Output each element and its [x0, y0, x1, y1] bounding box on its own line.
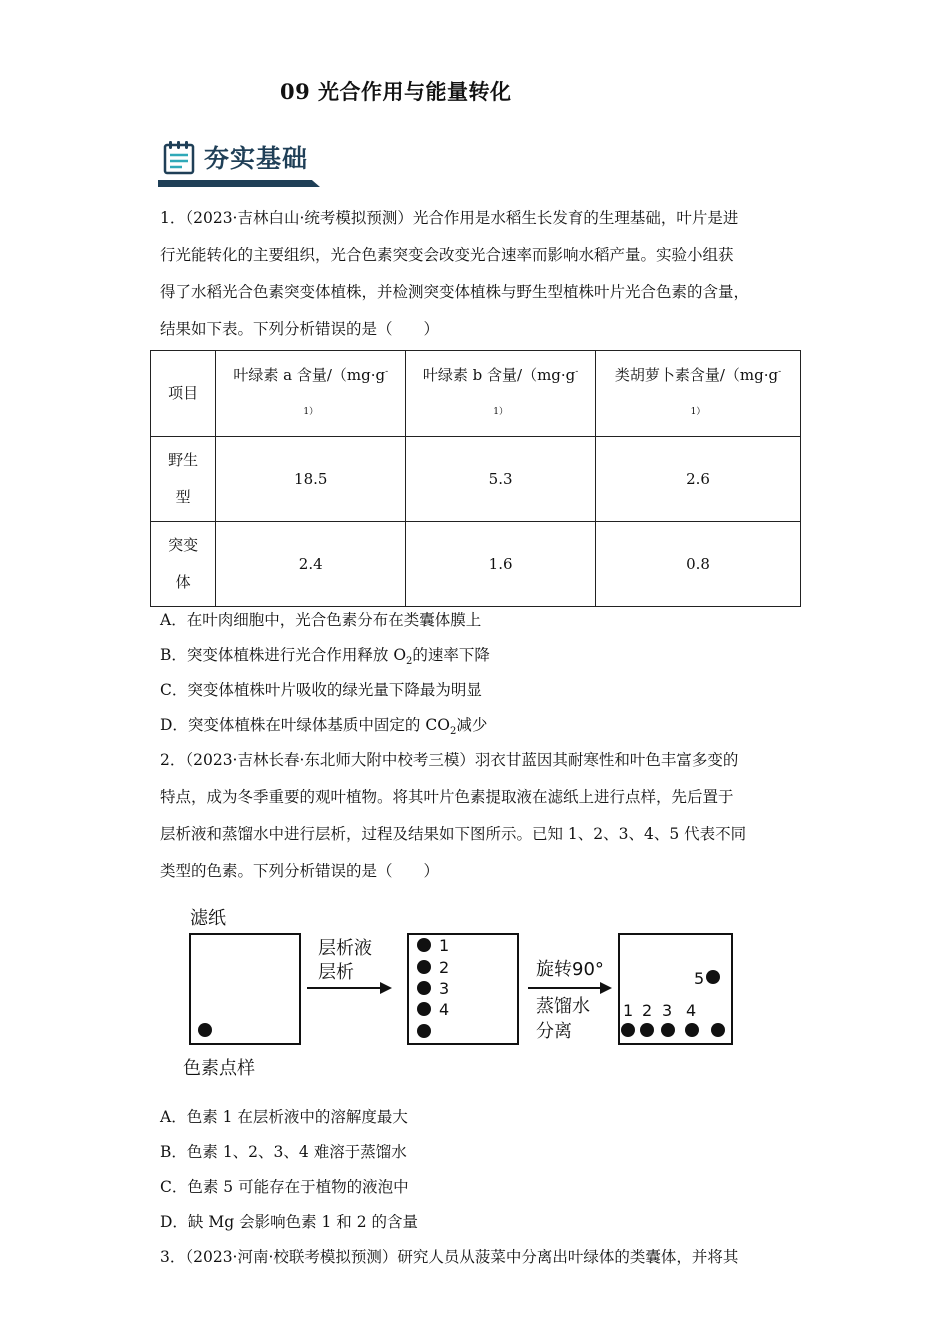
- arrow-head-1: [380, 982, 392, 994]
- q2-option-c[interactable]: C．色素 5 可能存在于植物的液泡中: [160, 1178, 409, 1196]
- table-cell: 2.4: [216, 522, 406, 607]
- q1-stem-line: 结果如下表。下列分析错误的是（ ）: [160, 320, 440, 338]
- row-label: 野生 型: [151, 437, 216, 522]
- header-tail: 1）: [493, 406, 508, 417]
- arrow2-text-3: 分离: [536, 1021, 572, 1042]
- chromatography-figure: [180, 898, 740, 1084]
- q1-stem-line: 1．（2023·吉林白山·统考模拟预测）光合作用是水稻生长发育的生理基础，叶片是进: [160, 209, 739, 227]
- pigment-dot-5: [417, 1024, 431, 1038]
- table-cell: 1.6: [406, 522, 596, 607]
- pigment-dot-bottom: [661, 1023, 675, 1037]
- arrow2-text-1: 旋转90°: [536, 959, 604, 980]
- header-cell: [596, 351, 801, 437]
- dot-label: 4: [439, 1000, 450, 1019]
- q2-option-b[interactable]: B．色素 1、2、3、4 难溶于蒸馏水: [160, 1143, 407, 1161]
- table-cell: 0.8: [596, 522, 801, 607]
- row-label: 突变 体: [151, 522, 216, 607]
- table-cell: 5.3: [406, 437, 596, 522]
- dot-label: 5: [694, 969, 705, 988]
- section-underline: [158, 180, 320, 187]
- q2-option-d[interactable]: D．缺 Mg 会影响色素 1 和 2 的含量: [160, 1213, 419, 1231]
- pigment-dot-bottom: [685, 1023, 699, 1037]
- document-title: 09 光合作用与能量转化: [280, 79, 512, 104]
- dot-label: 2: [642, 1001, 653, 1020]
- table-row: [151, 437, 801, 522]
- q1-option-b[interactable]: B．突变体植株进行光合作用释放 $O_2$的速率下降: [160, 646, 490, 668]
- pigment-dot-1: [417, 938, 431, 952]
- arrow1-text-2: 层析: [318, 962, 354, 983]
- dot-label: 3: [439, 979, 450, 998]
- header-sup: -: [385, 366, 389, 377]
- pigment-dot-2: [417, 960, 431, 974]
- q2-stem: [160, 742, 790, 890]
- q2-stem-line: 层析液和蒸馏水中进行层析，过程及结果如下图所示。已知 1、2、3、4、5 代表不同: [160, 825, 747, 843]
- table-header-row: [151, 351, 801, 437]
- q3-stem: 3．（2023·河南·校联考模拟预测）研究人员从菠菜中分离出叶绿体的类囊体，并将其: [160, 1248, 739, 1266]
- q1-stem-line: 行光能转化的主要组织，光合色素突变会改变光合速率而影响水稻产量。实验小组获: [160, 246, 734, 264]
- dot-label: 1: [439, 936, 450, 955]
- header-cell: 项目: [151, 351, 216, 437]
- q1-stem: [160, 200, 790, 348]
- pigment-dot-bottom: [621, 1023, 635, 1037]
- header-text: 叶绿素 b 含量/（mg·g: [422, 365, 576, 384]
- label-sample: 色素点样: [183, 1058, 255, 1079]
- header-sup: -: [778, 366, 782, 377]
- pigment-dot-4: [417, 1002, 431, 1016]
- section-title: 夯实基础: [204, 144, 309, 173]
- pigment-dot-3: [417, 981, 431, 995]
- dot-label: 2: [439, 958, 450, 977]
- header-cell: [406, 351, 596, 437]
- q2-stem-line: 类型的色素。下列分析错误的是（ ）: [160, 862, 440, 880]
- sample-dot: [198, 1023, 212, 1037]
- header-text: 叶绿素 a 含量/（mg·g: [233, 365, 386, 384]
- table-cell: 2.6: [596, 437, 801, 522]
- arrow2-text-2: 蒸馏水: [536, 996, 590, 1017]
- arrow1-text-1: 层析液: [318, 938, 372, 959]
- q2-stem-line: 2．（2023·吉林长春·东北师大附中校考三模）羽衣甘蓝因其耐寒性和叶色丰富多变的: [160, 751, 739, 769]
- q1-option-c[interactable]: C．突变体植株叶片吸收的绿光量下降最为明显: [160, 681, 482, 699]
- notebook-icon: [162, 140, 198, 176]
- q2-stem-line: 特点，成为冬季重要的观叶植物。将其叶片色素提取液在滤纸上进行点样，先后置于: [160, 788, 734, 806]
- table-row: [151, 522, 801, 607]
- header-tail: 1）: [303, 406, 319, 417]
- dot-label: 4: [686, 1001, 697, 1020]
- dot-label: 3: [662, 1001, 673, 1020]
- pigment-dot-top: [706, 970, 720, 984]
- pigment-dot-bottom: [711, 1023, 725, 1037]
- dot-label: 1: [623, 1001, 634, 1020]
- header-tail: 1）: [690, 406, 706, 417]
- header-cell: [216, 351, 406, 437]
- table-cell: 18.5: [216, 437, 406, 522]
- pigment-dot-bottom: [640, 1023, 654, 1037]
- header-text: 类胡萝卜素含量/（mg·g: [614, 365, 779, 384]
- arrow-head-2: [600, 982, 612, 994]
- q1-option-d[interactable]: D．突变体植株在叶绿体基质中固定的 $CO_2$减少: [160, 716, 488, 738]
- section-header: [158, 136, 324, 188]
- label-filter-paper: 滤纸: [190, 908, 226, 929]
- q1-table: [150, 350, 801, 607]
- header-sup: -: [575, 366, 579, 377]
- q1-option-a[interactable]: A．在叶肉细胞中，光合色素分布在类囊体膜上: [160, 611, 482, 629]
- q2-option-a[interactable]: A．色素 1 在层析液中的溶解度最大: [160, 1108, 408, 1126]
- q1-stem-line: 得了水稻光合色素突变体植株，并检测突变体植株与野生型植株叶片光合色素的含量，: [160, 283, 750, 301]
